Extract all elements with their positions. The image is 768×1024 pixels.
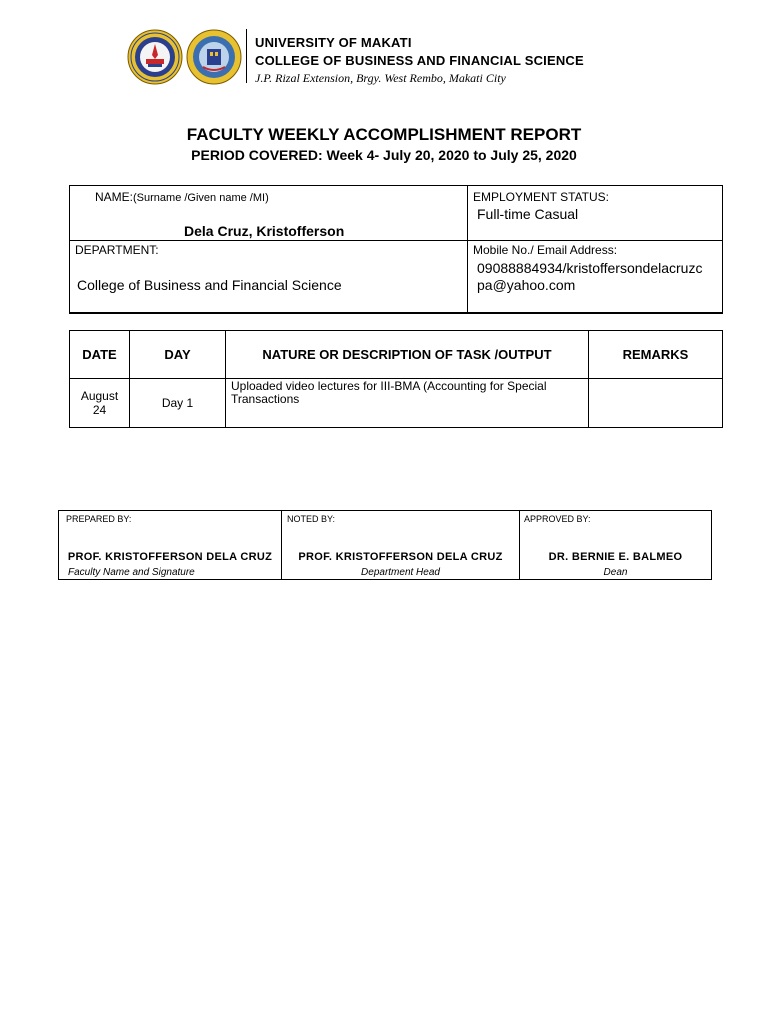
employment-value: Full-time Casual xyxy=(477,206,579,222)
prepared-by-name: PROF. KRISTOFFERSON DELA CRUZ xyxy=(67,551,273,563)
task-date-month: August xyxy=(80,389,119,403)
college-seal-logo xyxy=(186,29,242,85)
college-name: COLLEGE OF BUSINESS AND FINANCIAL SCIENCE xyxy=(255,53,584,68)
employment-label: EMPLOYMENT STATUS: xyxy=(473,190,610,204)
report-title: FACULTY WEEKLY ACCOMPLISHMENT REPORT xyxy=(186,125,582,144)
task-date xyxy=(70,379,130,428)
approved-by-cell xyxy=(520,511,712,580)
header-date: DATE xyxy=(70,331,130,379)
faculty-info-table xyxy=(69,185,723,314)
noted-by-name: PROF. KRISTOFFERSON DELA CRUZ xyxy=(298,551,503,563)
college-address: J.P. Rizal Extension, Brgy. West Rembo, Makati City xyxy=(255,71,506,85)
header-remarks: REMARKS xyxy=(589,331,723,379)
employment-cell xyxy=(468,186,723,241)
prepared-by-cell xyxy=(59,511,282,580)
prepared-by-role: Faculty Name and Signature xyxy=(68,567,195,578)
task-date-day: 24 xyxy=(92,403,107,417)
university-name: UNIVERSITY OF MAKATI xyxy=(255,35,412,50)
noted-by-cell xyxy=(282,511,520,580)
header-task: NATURE OR DESCRIPTION OF TASK /OUTPUT xyxy=(226,331,589,379)
name-value: Dela Cruz, Kristofferson xyxy=(184,223,345,239)
name-cell xyxy=(70,186,468,241)
contact-cell xyxy=(468,241,723,314)
noted-by-role: Department Head xyxy=(361,567,440,578)
approved-by-role: Dean xyxy=(603,567,628,578)
header-day: DAY xyxy=(130,331,226,379)
name-hint: (Surname /Given name /MI) xyxy=(133,192,269,204)
prepared-by-label: PREPARED BY: xyxy=(66,514,132,524)
task-remarks xyxy=(589,379,723,428)
period-covered: PERIOD COVERED: Week 4- July 20, 2020 to July 25, 2020 xyxy=(191,147,577,163)
department-label: DEPARTMENT: xyxy=(75,243,159,257)
contact-label: Mobile No./ Email Address: xyxy=(473,243,618,257)
contact-line-1: 09088884934/kristoffersondelacruzc xyxy=(477,260,703,276)
header-divider xyxy=(246,29,247,83)
tasks-table xyxy=(69,330,723,428)
task-description: Uploaded video lectures for III-BMA (Accounting for Special Transactions xyxy=(226,379,589,428)
university-seal-logo xyxy=(127,29,183,85)
approved-by-label: APPROVED BY: xyxy=(524,514,591,524)
department-value: College of Business and Financial Science xyxy=(77,277,342,293)
name-label: NAME: xyxy=(95,190,134,204)
table-row xyxy=(70,379,723,428)
approved-by-name: DR. BERNIE E. BALMEO xyxy=(548,551,683,563)
noted-by-label: NOTED BY: xyxy=(287,514,336,524)
contact-line-2: pa@yahoo.com xyxy=(477,277,576,293)
signature-table xyxy=(58,510,712,580)
department-cell xyxy=(70,241,468,314)
task-day: Day 1 xyxy=(130,379,226,428)
tasks-header-row xyxy=(70,331,723,379)
